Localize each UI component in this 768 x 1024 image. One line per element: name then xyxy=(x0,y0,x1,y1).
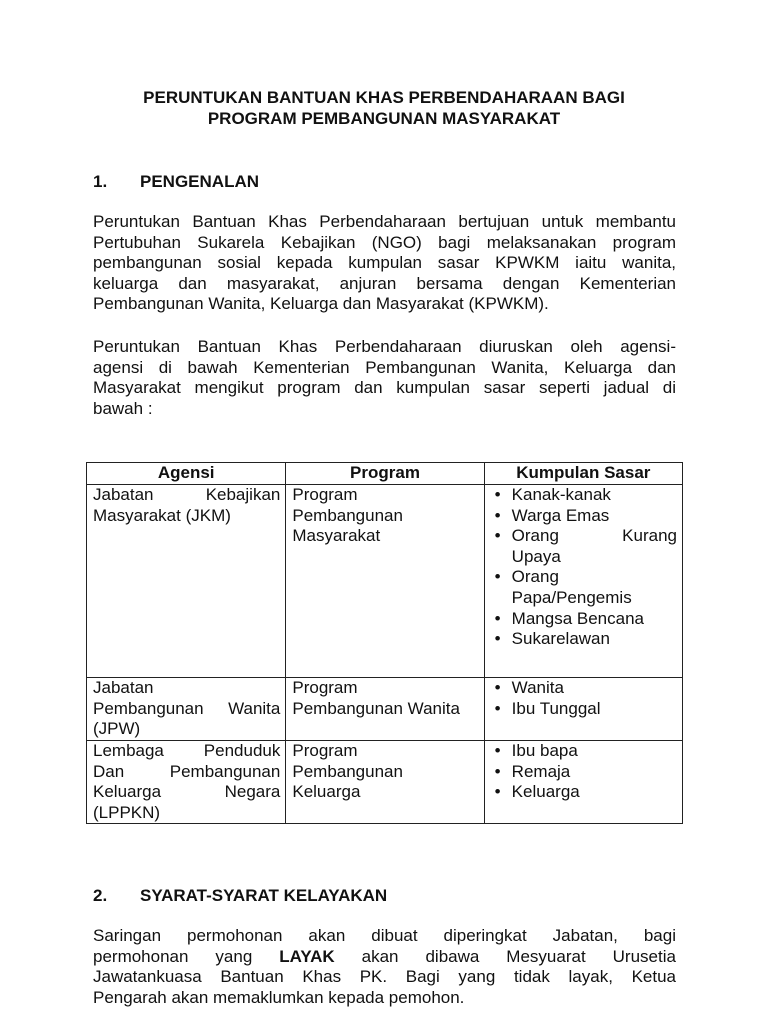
cell-line: Dan Pembangunan xyxy=(93,761,281,781)
target-group-cell xyxy=(484,485,682,678)
cell-line: Jabatan xyxy=(93,678,154,697)
agency-cell xyxy=(87,741,286,824)
cell-line: (LPPKN) xyxy=(93,802,161,822)
agency-program-table xyxy=(86,462,683,824)
cell-line: Keluarga Negara xyxy=(93,782,281,802)
paragraph-line: Masyarakat mengikut program dan kumpulan sasar seperti jadual di xyxy=(93,378,676,398)
list-item-text: • Mangsa Bencana xyxy=(511,608,644,628)
list-item xyxy=(491,699,677,720)
program-cell xyxy=(286,678,484,741)
paragraph-line: Pembangunan Wanita, Keluarga dan Masyarakat (KPWKM). xyxy=(93,294,549,314)
list-item xyxy=(491,629,677,650)
target-group-list xyxy=(491,678,677,719)
target-group-cell xyxy=(484,678,682,741)
paragraph-line: Pertubuhan Sukarela Kebajikan (NGO) bagi melaksanakan program xyxy=(93,232,676,252)
header-kumpulan-sasar: Kumpulan Sasar xyxy=(484,463,682,485)
paragraph-line: agensi di bawah Kementerian Pembangunan Wanita, Keluarga dan xyxy=(93,357,676,377)
agency-cell xyxy=(87,678,286,741)
title-line-2: PROGRAM PEMBANGUNAN MASYARAKAT xyxy=(207,108,561,128)
cell-line: Pembangunan Wanita xyxy=(93,698,281,718)
section-2-number: 2. xyxy=(93,886,108,905)
section-1-paragraph-2 xyxy=(93,337,676,419)
table-row xyxy=(87,678,683,741)
list-item xyxy=(491,762,677,783)
paragraph-word: permohonan xyxy=(93,946,189,966)
list-item xyxy=(491,609,677,630)
list-item-text: • Warga Emas xyxy=(511,505,610,525)
list-item-text: • Ibu Tunggal xyxy=(511,698,601,718)
paragraph-line: pembangunan sosial kepada kumpulan sasar KPWKM iaitu wanita, xyxy=(93,253,676,273)
cell-line: Pembangunan xyxy=(292,761,403,781)
cell-line: (JPW) xyxy=(93,719,141,739)
section-2-paragraph xyxy=(93,926,676,1008)
table-row xyxy=(87,485,683,678)
section-1-number: 1. xyxy=(93,172,108,191)
list-item-text: • Kanak-kanak xyxy=(511,485,611,504)
cell-line: Jabatan Kebajikan xyxy=(93,485,281,504)
list-item-text: • Remaja xyxy=(511,761,571,781)
section-2-heading xyxy=(93,886,387,907)
paragraph-line: Saringan permohonan akan dibuat diperingkat Jabatan, bagi xyxy=(93,926,676,945)
cell-line: Masyarakat (JKM) xyxy=(93,505,231,525)
cell-line: Lembaga Penduduk xyxy=(93,741,281,760)
paragraph-line: Jawatankuasa Bantuan Khas PK. Bagi yang tidak layak, Ketua xyxy=(93,967,676,987)
paragraph-word: akan xyxy=(361,946,399,966)
list-item-text: • Orang Kurang xyxy=(511,526,677,546)
paragraph-word: yang xyxy=(215,946,253,966)
cell-line: Pembangunan Wanita xyxy=(292,698,460,718)
cell-line: Masyarakat xyxy=(292,526,381,546)
list-item-text: • Orang xyxy=(511,567,559,587)
table-header-row xyxy=(87,463,683,485)
paragraph-word: Mesyuarat xyxy=(506,946,586,966)
list-item xyxy=(491,526,677,567)
target-group-cell xyxy=(484,741,682,824)
paragraph-line: bawah : xyxy=(93,398,153,418)
header-program: Program xyxy=(286,463,484,485)
paragraph-line: Peruntukan Bantuan Khas Perbendaharaan bertujuan untuk membantu xyxy=(93,212,676,231)
header-agensi: Agensi xyxy=(87,463,286,485)
program-cell xyxy=(286,741,484,824)
list-item xyxy=(491,506,677,527)
list-item xyxy=(491,782,677,803)
target-group-list xyxy=(491,741,677,803)
list-item-text: • Keluarga xyxy=(511,782,580,802)
document-title xyxy=(0,88,768,129)
table-row xyxy=(87,741,683,824)
list-item-text: • Wanita xyxy=(511,678,564,697)
agency-cell xyxy=(87,485,286,678)
title-line-1: PERUNTUKAN BANTUAN KHAS PERBENDAHARAAN BAGI xyxy=(143,88,625,107)
paragraph-line xyxy=(93,947,676,968)
list-item-text: • Ibu bapa xyxy=(511,741,578,760)
list-item xyxy=(491,567,677,608)
list-item-text: Upaya xyxy=(511,546,561,566)
paragraph-line: keluarga dan masyarakat, anjuran bersama dengan Kementerian xyxy=(93,273,676,293)
cell-line: Program xyxy=(292,741,358,760)
paragraph-line: Peruntukan Bantuan Khas Perbendaharaan diuruskan oleh agensi- xyxy=(93,337,676,356)
paragraph-word: dibawa xyxy=(425,946,480,966)
list-item xyxy=(491,678,677,699)
section-1-title: PENGENALAN xyxy=(140,172,260,191)
cell-line: Program xyxy=(292,678,358,697)
list-item-text: • Sukarelawan xyxy=(511,629,610,649)
cell-line: Pembangunan xyxy=(292,505,403,525)
paragraph-line: Pengarah akan memaklumkan kepada pemohon. xyxy=(93,987,465,1007)
section-1-heading xyxy=(93,172,259,193)
list-item xyxy=(491,741,677,762)
paragraph-word: Urusetia xyxy=(612,946,676,966)
cell-line: Keluarga xyxy=(292,782,361,802)
list-item xyxy=(491,485,677,506)
list-item-text: Papa/Pengemis xyxy=(511,587,632,607)
cell-line: Program xyxy=(292,485,358,504)
program-cell xyxy=(286,485,484,678)
target-group-list xyxy=(491,485,677,650)
emphasis-word: LAYAK xyxy=(279,946,335,966)
section-1-paragraph-1 xyxy=(93,212,676,315)
section-2-title: SYARAT-SYARAT KELAYAKAN xyxy=(140,886,388,905)
